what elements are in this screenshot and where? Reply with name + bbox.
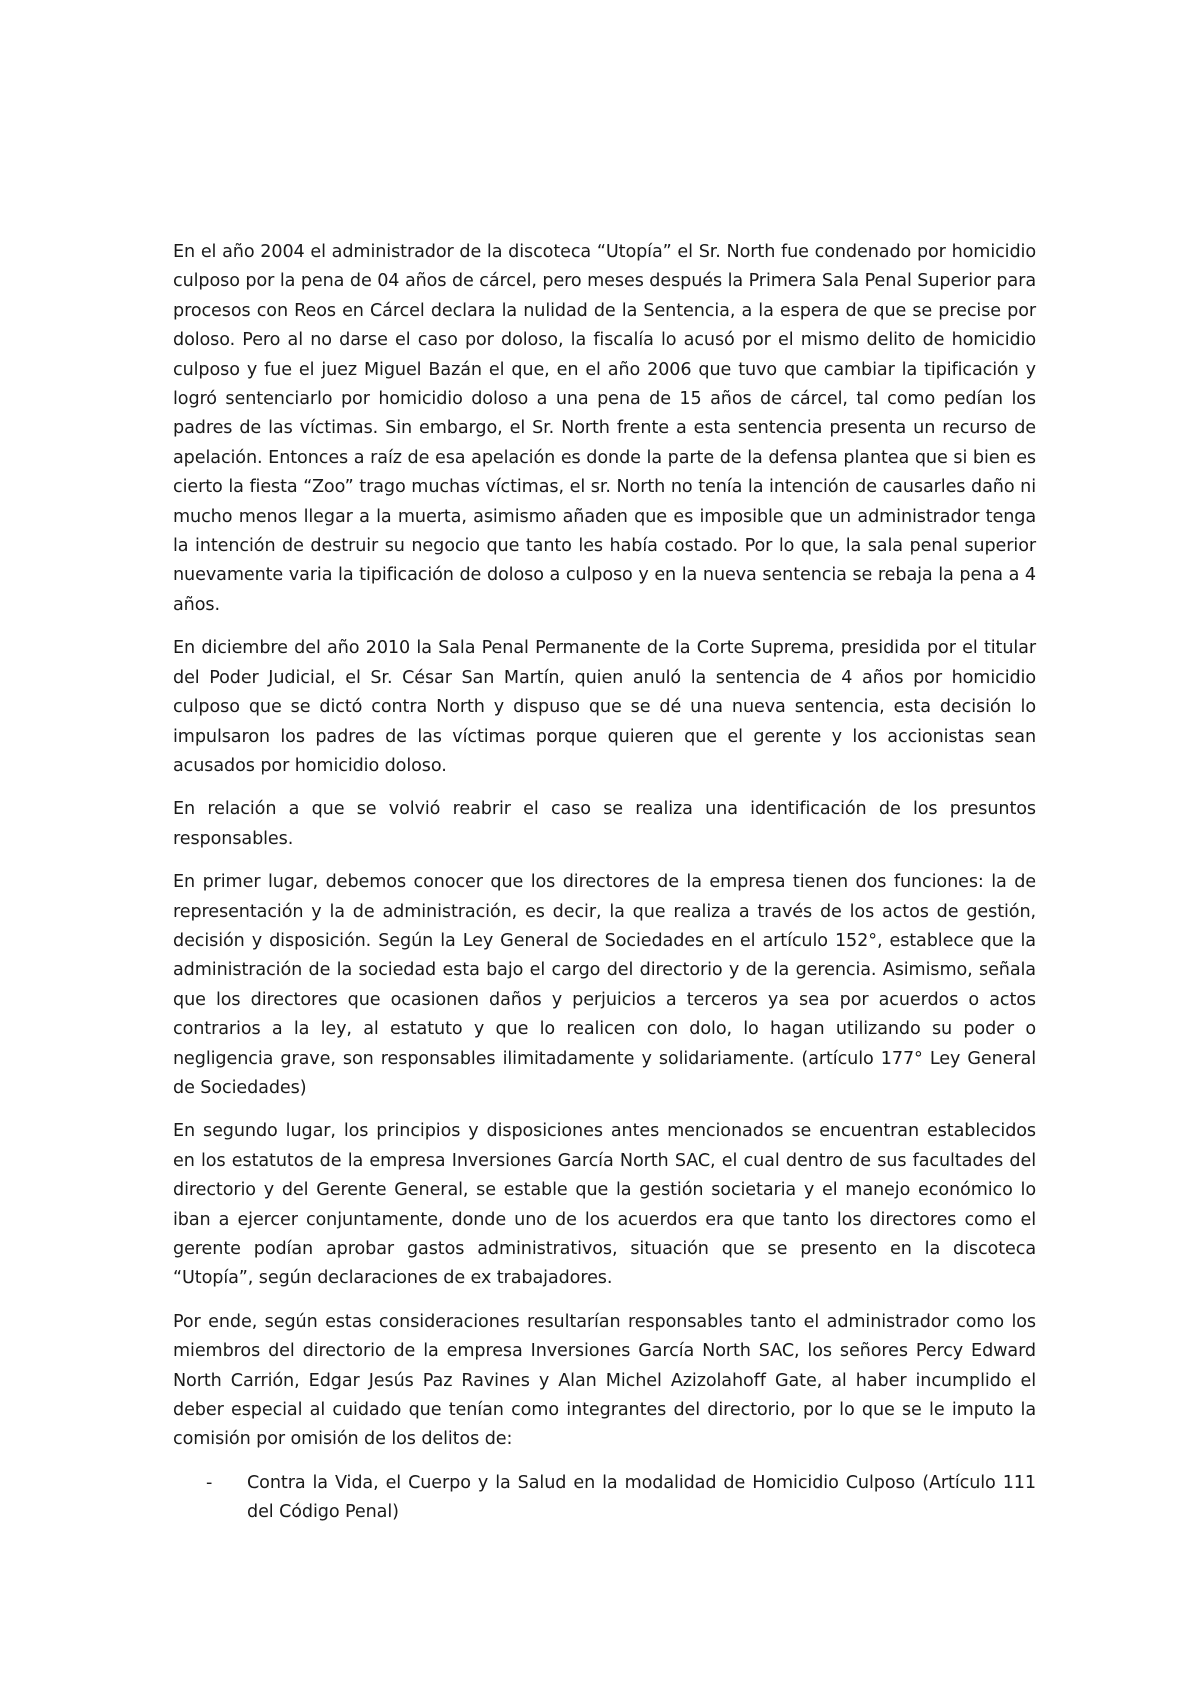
paragraph-second-point: En segundo lugar, los principios y disposiciones antes mencionados se encuentran establecidos en los estatutos de la empresa Inversiones García North SAC, el cual dentro de sus facultades del directorio y del Gerente General, se estable que la gestión societaria y el manejo económico lo iban a ejercer conjuntamente, donde uno de los acuerdos era que tanto los directores como el gerente podían aprobar gastos administrativos, situación que se presento en la discoteca “Utopía”, según declaraciones de ex trabajadores. — [173, 1121, 1036, 1289]
crimes-list — [173, 1469, 1036, 1528]
paragraph-supreme-court: En diciembre del año 2010 la Sala Penal Permanente de la Corte Suprema, presidida por el titular del Poder Judicial, el Sr. César San Martín, quien anuló la sentencia de 4 años por homicidio culposo que se dictó contra North y dispuso que se dé una nueva sentencia, esta decisión lo impulsaron los padres de las víctimas porque quieren que el gerente y los accionistas sean acusados por homicidio doloso. — [173, 638, 1036, 776]
paragraph-case-history: En el año 2004 el administrador de la discoteca “Utopía” el Sr. North fue condenado por homicidio culposo por la pena de 04 años de cárcel, pero meses después la Primera Sala Penal Superior para procesos con Reos en Cárcel declara la nulidad de la Sentencia, a la espera de que se precise por doloso. Pero al no darse el caso por doloso, la fiscalía lo acusó por el mismo delito de homicidio culposo y fue el juez Miguel Bazán el que, en el año 2006 que tuvo que cambiar la tipificación y logró sentenciarlo por homicidio doloso a una pena de 15 años de cárcel, tal como pedían los padres de las víctimas. Sin embargo, el Sr. North frente a esta sentencia presenta un recurso de apelación. Entonces a raíz de esa apelación es donde la parte de la defensa plantea que si bien es cierto la fiesta “Zoo” trago muchas víctimas, el sr. North no tenía la intención de causarles daño ni mucho menos llegar a la muerta, asimismo añaden que es imposible que un administrador tenga la intención de destruir su negocio que tanto les había costado. Por lo que, la sala penal superior nuevamente varia la tipificación de doloso a culposo y en la nueva sentencia se rebaja la pena a 4 años. — [173, 242, 1036, 615]
list-item-text: Contra la Vida, el Cuerpo y la Salud en la modalidad de Homicidio Culposo (Artículo 111 del Código Penal) — [247, 1472, 1036, 1523]
paragraph-first-point: En primer lugar, debemos conocer que los directores de la empresa tienen dos funciones: la de representación y la de administración, es decir, la que realiza a través de los actos de gestión, decisión y disposición. Según la Ley General de Sociedades en el artículo 152°, establece que la administración de la sociedad esta bajo el cargo del directorio y de la gerencia. Asimismo, señala que los directores que ocasionen daños y perjuicios a terceros ya sea por acuerdos o actos contrarios a la ley, al estatuto y que lo realicen con dolo, lo hagan utilizando su poder o negligencia grave, son responsables ilimitadamente y solidariamente. (artículo 177° Ley General de Sociedades) — [173, 872, 1036, 1098]
paragraph-reopening: En relación a que se volvió reabrir el caso se realiza una identificación de los presuntos responsables. — [173, 799, 1036, 849]
dash-bullet-icon: - — [206, 1472, 213, 1493]
document-body — [173, 238, 1036, 1528]
paragraph-conclusion: Por ende, según estas consideraciones resultarían responsables tanto el administrador como los miembros del directorio de la empresa Inversiones García North SAC, los señores Percy Edward North Carrión, Edgar Jesús Paz Ravines y Alan Michel Azizolahoff Gate, al haber incumplido el deber especial al cuidado que tenían como integrantes del directorio, por lo que se le imputo la comisión por omisión de los delitos de: — [173, 1311, 1036, 1450]
list-item — [173, 1469, 1036, 1528]
